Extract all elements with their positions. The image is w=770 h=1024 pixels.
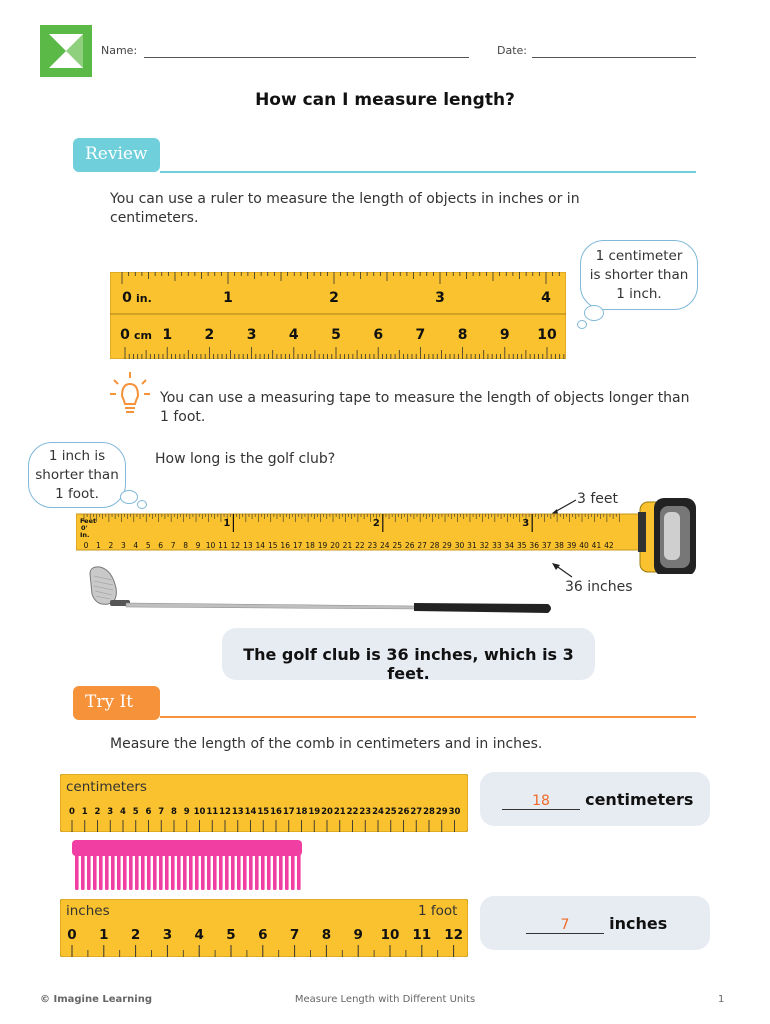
review-divider [160, 171, 696, 173]
centimeters-ruler-label: centimeters [66, 779, 147, 795]
tape-inch-number: 23 [367, 541, 378, 550]
inch-answer-row [526, 914, 667, 934]
inch-number: 6 [258, 927, 268, 943]
tape-zero-foot: 0' [81, 524, 88, 532]
cm-number: 13 [231, 807, 244, 817]
comb-tooth [165, 854, 169, 890]
cm-number: 6 [373, 327, 384, 343]
comb-tooth [93, 854, 97, 890]
tape-inch-number: 31 [467, 541, 477, 550]
comb-tooth [267, 854, 271, 890]
tape-inch-number: 14 [255, 541, 266, 550]
cm-number: 0 [69, 807, 75, 817]
cm-number: 15 [257, 807, 270, 817]
cm-number: 9 [499, 327, 510, 343]
inch-answer-unit: inches [609, 914, 668, 933]
comb-tooth [105, 854, 109, 890]
tape-inch-number: 33 [492, 541, 502, 550]
inch-number: 10 [380, 927, 400, 943]
tape-inch-number: 15 [267, 541, 278, 550]
tape-inch-number: 38 [554, 541, 564, 550]
comb-tooth [249, 854, 253, 890]
tape-inch-number: 41 [591, 541, 602, 550]
inch-number: 3 [162, 927, 173, 943]
tip-text: You can use a measuring tape to measure the length of objects longer than 1 foot. [160, 390, 690, 425]
tape-inch-number: 2 [108, 541, 114, 550]
tape-inch-number: 8 [183, 541, 188, 550]
bubble-dot [577, 320, 587, 329]
cm-number: 25 [384, 807, 397, 817]
golf-club-image [86, 562, 556, 614]
comb-tooth [225, 854, 229, 890]
comb-tooth [177, 854, 181, 890]
tape-inch-number: 28 [429, 541, 440, 550]
cm-number: 27 [410, 807, 423, 817]
tape-inch-number: 35 [516, 541, 527, 550]
comb-tooth [297, 854, 301, 890]
cm-number: 6 [145, 807, 152, 817]
tape-inch-number: 27 [417, 541, 427, 550]
inch-number: 3 [435, 290, 445, 306]
inch-cm-ruler [110, 272, 566, 359]
cm-number: 24 [372, 807, 384, 817]
inch-number: 1 [99, 927, 109, 943]
comb-tooth [255, 854, 259, 890]
tape-inch-number: 3 [120, 541, 126, 550]
tape-inch-number: 26 [404, 541, 415, 550]
cm-answer-unit: centimeters [585, 790, 694, 809]
footer-worksheet-title: Measure Length with Different Units [294, 994, 476, 1005]
comb-tooth [237, 854, 241, 890]
cm-number: 29 [435, 807, 448, 817]
tape-foot-number: 3 [522, 518, 530, 529]
inch-number: 8 [321, 927, 332, 943]
comb-tooth [243, 854, 247, 890]
tape-inch-number: 21 [342, 541, 353, 550]
one-foot-label: 1 foot [418, 903, 458, 919]
review-tab: Review [73, 138, 160, 172]
inch-number: 2 [329, 290, 339, 306]
cm-number: 2 [94, 807, 101, 817]
try-it-instructions: Measure the length of the comb in centimeters and in inches. [110, 736, 543, 752]
cm-number: 1 [162, 327, 173, 343]
cm-number: 19 [308, 807, 321, 817]
tape-inch-number: 18 [305, 541, 315, 550]
comb-tooth [291, 854, 295, 890]
tape-inch-number: 11 [218, 541, 228, 550]
comb-tooth [135, 854, 139, 890]
tape-inch-number: 0 [83, 541, 89, 550]
golf-answer-text: The golf club is 36 inches, which is 3 feet. [243, 645, 574, 683]
inch-number: 4 [194, 927, 204, 943]
inches-ruler-label: inches [66, 903, 110, 919]
try-it-tab: Try It [73, 686, 160, 720]
cm-number: 17 [282, 807, 295, 817]
tape-inch-number: 24 [380, 541, 390, 550]
inch-number: 5 [226, 927, 236, 943]
inch-number: 9 [353, 927, 363, 943]
imagine-learning-logo [40, 25, 92, 77]
comb-image [72, 840, 302, 892]
inch-number: 7 [289, 927, 300, 943]
comb-tooth [123, 854, 127, 890]
three-feet-label: 3 feet [577, 491, 619, 507]
cm-number: 12 [219, 807, 231, 817]
cm-number: 10 [537, 327, 557, 343]
cm-number: 20 [321, 807, 333, 817]
cm-number: 1 [81, 807, 88, 817]
comb-tooth [75, 854, 79, 890]
cm-number: 14 [244, 807, 257, 817]
review-intro: You can use a ruler to measure the length of objects in inches or in centimeters. [110, 191, 580, 226]
cm-number: 28 [423, 807, 435, 817]
inch-number: 0 [122, 290, 132, 306]
inch-number: 11 [412, 927, 432, 943]
tape-inch-number: 10 [205, 541, 216, 550]
golf-question: How long is the golf club? [155, 451, 336, 467]
cm-number: 4 [288, 327, 299, 343]
tape-inch-number: 30 [454, 541, 465, 550]
comb-tooth [141, 854, 145, 890]
comb-tooth [117, 854, 121, 890]
comb-tooth [159, 854, 163, 890]
inch-answer-input[interactable]: 7 [526, 917, 604, 934]
cm-answer-input[interactable]: 18 [502, 793, 580, 810]
comb-tooth [273, 854, 277, 890]
tape-inch-number: 32 [479, 541, 490, 550]
comb-tooth [99, 854, 103, 890]
tape-inch-number: 37 [541, 541, 552, 550]
cm-number: 18 [295, 807, 308, 817]
footer-page-number: 1 [718, 994, 725, 1005]
comb-tooth [285, 854, 289, 890]
inch-number: 12 [444, 927, 463, 943]
cm-number: 7 [415, 327, 426, 343]
comb-tooth [147, 854, 151, 890]
tape-inch-number: 22 [355, 541, 365, 550]
comb-tooth [195, 854, 199, 890]
tape-inch-number: 9 [195, 541, 201, 550]
tape-inch-number: 1 [96, 541, 101, 550]
cm-number: 23 [359, 807, 372, 817]
comb-tooth [201, 854, 205, 890]
inch-number: 2 [130, 927, 141, 943]
thirty-six-inches-label: 36 inches [565, 579, 633, 595]
tape-inch-number: 20 [330, 541, 340, 550]
comb-tooth [213, 854, 217, 890]
cm-number: 0 [120, 327, 130, 343]
cm-number: 22 [346, 807, 359, 817]
tape-inch-number: 4 [133, 541, 139, 550]
comb-tooth [279, 854, 283, 890]
tape-inch-number: 7 [170, 541, 176, 550]
tape-inch-number: 42 [604, 541, 614, 550]
tape-inch-number: 25 [392, 541, 403, 550]
lightbulb-icon [108, 370, 152, 420]
inch-number: 0 [67, 927, 77, 943]
date-label: Date: [497, 44, 527, 57]
tape-inch-number: 29 [442, 541, 452, 550]
bubble-dot [584, 305, 604, 321]
cm-number: 8 [457, 327, 468, 343]
comb-tooth [231, 854, 235, 890]
tape-inch-number: 19 [317, 541, 328, 550]
comb-tooth [153, 854, 157, 890]
cm-number: 5 [132, 807, 139, 817]
inch-ruler [60, 899, 468, 957]
tape-inch-number: 16 [280, 541, 290, 550]
cm-bubble-text: 1 centimeter is shorter than 1 inch. [589, 247, 689, 302]
tape-inch-number: 6 [158, 541, 164, 550]
cm-number: 8 [171, 807, 177, 817]
tape-inch-number: 39 [566, 541, 577, 550]
comb-tooth [183, 854, 187, 890]
name-label: Name: [101, 44, 138, 57]
comb-tooth [129, 854, 133, 890]
tape-inch-number: 40 [579, 541, 589, 550]
try-it-divider [160, 716, 696, 718]
cm-number: 16 [270, 807, 282, 817]
tape-in-label: In. [80, 531, 90, 539]
cm-number: 9 [183, 807, 190, 817]
inch-number: 1 [223, 290, 233, 306]
cm-number: 30 [448, 807, 461, 817]
cm-thought-bubble [580, 240, 698, 310]
tape-inch-number: 13 [243, 541, 253, 550]
tape-inch-number: 5 [145, 541, 151, 550]
comb-tooth [111, 854, 115, 890]
cm-number: 2 [204, 327, 215, 343]
comb-tooth [207, 854, 211, 890]
cm-number: 5 [331, 327, 341, 343]
footer-brand: © Imagine Learning [40, 994, 152, 1005]
cm-number: 4 [120, 807, 126, 817]
tape-inch-number: 34 [504, 541, 515, 550]
cm-number: 11 [206, 807, 219, 817]
cm-number: 3 [107, 807, 114, 817]
tape-inch-number: 36 [529, 541, 539, 550]
tape-inch-number: 17 [292, 541, 303, 550]
comb-tooth [87, 854, 91, 890]
date-field[interactable] [532, 57, 696, 58]
comb-tooth [189, 854, 193, 890]
comb-tooth [81, 854, 85, 890]
inch-unit-label: in. [136, 292, 152, 305]
inch-number: 4 [541, 290, 551, 306]
cm-number: 26 [397, 807, 410, 817]
page-title: How can I measure length? [255, 90, 515, 110]
name-field[interactable] [144, 57, 469, 58]
cm-number: 3 [246, 327, 257, 343]
cm-unit-label: cm [134, 329, 152, 342]
tape-foot-number: 1 [223, 518, 231, 529]
comb-tooth [219, 854, 223, 890]
comb-tooth [171, 854, 175, 890]
cm-number: 21 [333, 807, 346, 817]
cm-answer-row [502, 790, 693, 810]
cm-number: 7 [158, 807, 165, 817]
tape-foot-number: 2 [372, 518, 380, 529]
cm-number: 10 [193, 807, 206, 817]
tape-inch-number: 12 [230, 541, 241, 550]
inch-bubble-text: 1 inch is shorter than 1 foot. [35, 447, 119, 502]
tape-feet-label: Feet [80, 517, 97, 525]
comb-tooth [261, 854, 265, 890]
